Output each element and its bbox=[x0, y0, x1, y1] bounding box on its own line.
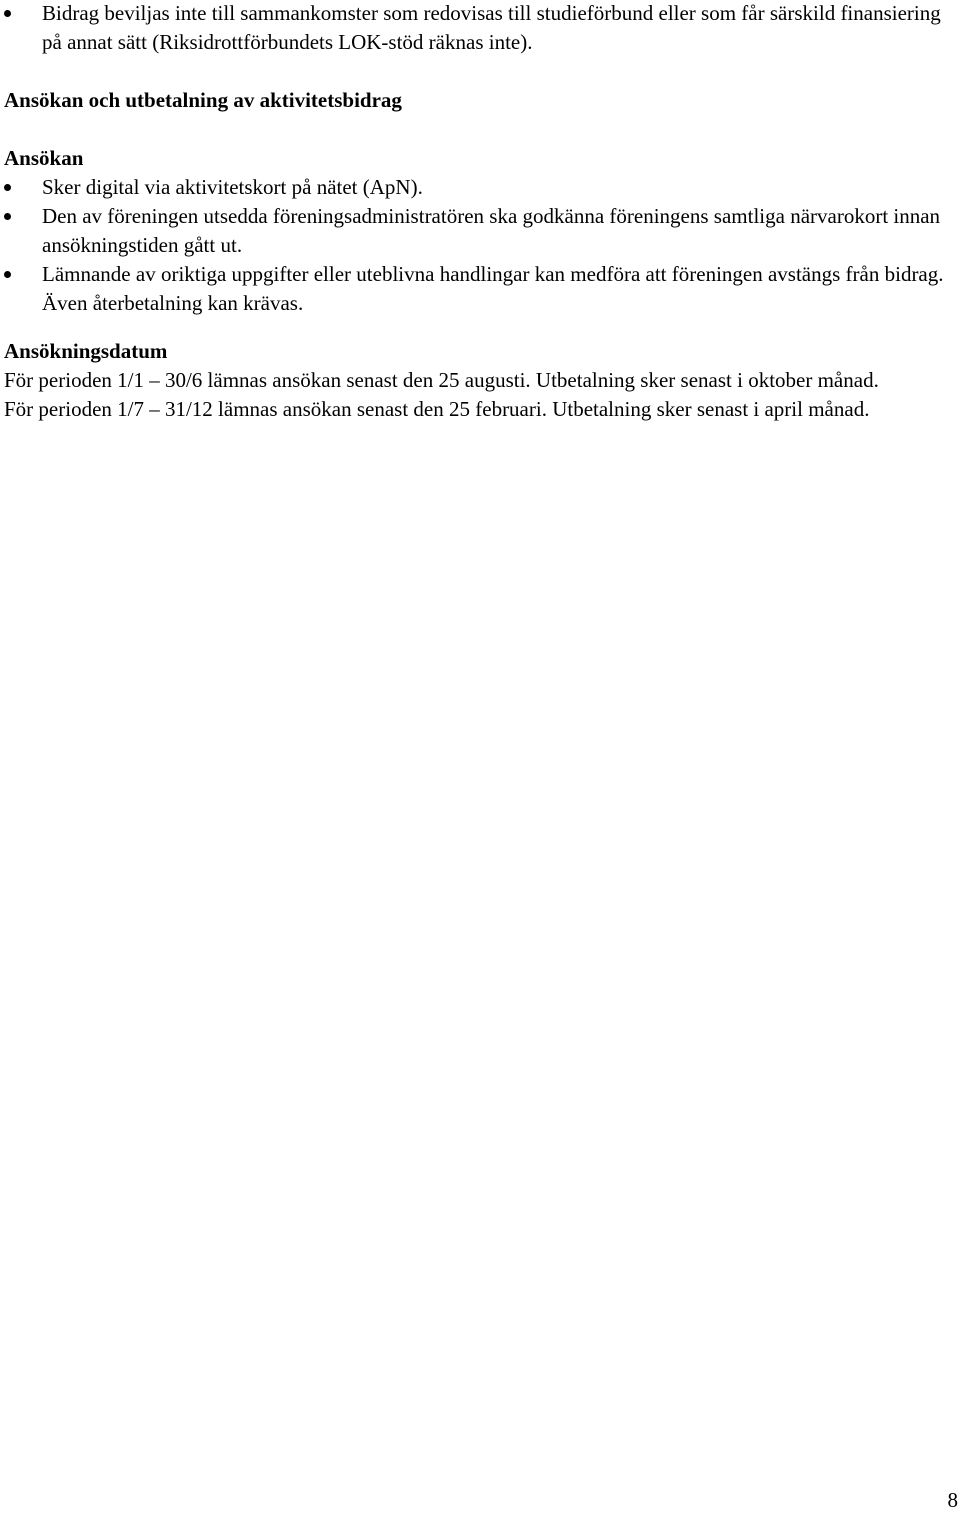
ansokan-bullet-list bbox=[4, 173, 949, 318]
date-paragraph: För perioden 1/7 – 31/12 lämnas ansökan senast den 25 februari. Utbetalning sker senast i april månad. bbox=[4, 397, 870, 421]
intro-bullet-list bbox=[4, 0, 949, 57]
bullet-icon bbox=[4, 184, 11, 191]
list-item bbox=[4, 202, 949, 260]
list-item-text: Sker digital via aktivitetskort på nätet (ApN). bbox=[42, 175, 423, 199]
date-paragraph: För perioden 1/1 – 30/6 lämnas ansökan senast den 25 augusti. Utbetalning sker senast i oktober månad. bbox=[4, 368, 879, 392]
list-item-text: Lämnande av oriktiga uppgifter eller uteblivna handlingar kan medföra att föreningen avstängs från bidrag. Även återbetalning kan krävas. bbox=[42, 262, 944, 315]
section-title: Ansökan och utbetalning av aktivitetsbidrag bbox=[4, 88, 402, 112]
list-item bbox=[4, 260, 949, 318]
list-item-text: Den av föreningen utsedda föreningsadministratören ska godkänna föreningens samtliga närvarokort innan ansökningstiden gått ut. bbox=[42, 204, 941, 257]
list-item-text: Bidrag beviljas inte till sammankomster som redovisas till studieförbund eller som får särskild finansiering på annat sätt (Riksidrottförbundets LOK-stöd räknas inte). bbox=[42, 1, 941, 54]
ansokningsdatum-heading: Ansökningsdatum bbox=[4, 339, 168, 363]
page-number: 8 bbox=[947, 1488, 958, 1512]
ansokan-heading: Ansökan bbox=[4, 146, 84, 170]
bullet-icon bbox=[4, 10, 11, 17]
list-item bbox=[4, 173, 949, 202]
bullet-icon bbox=[4, 213, 11, 220]
list-item bbox=[4, 0, 949, 57]
document-page bbox=[4, 0, 949, 424]
bullet-icon bbox=[4, 271, 11, 278]
